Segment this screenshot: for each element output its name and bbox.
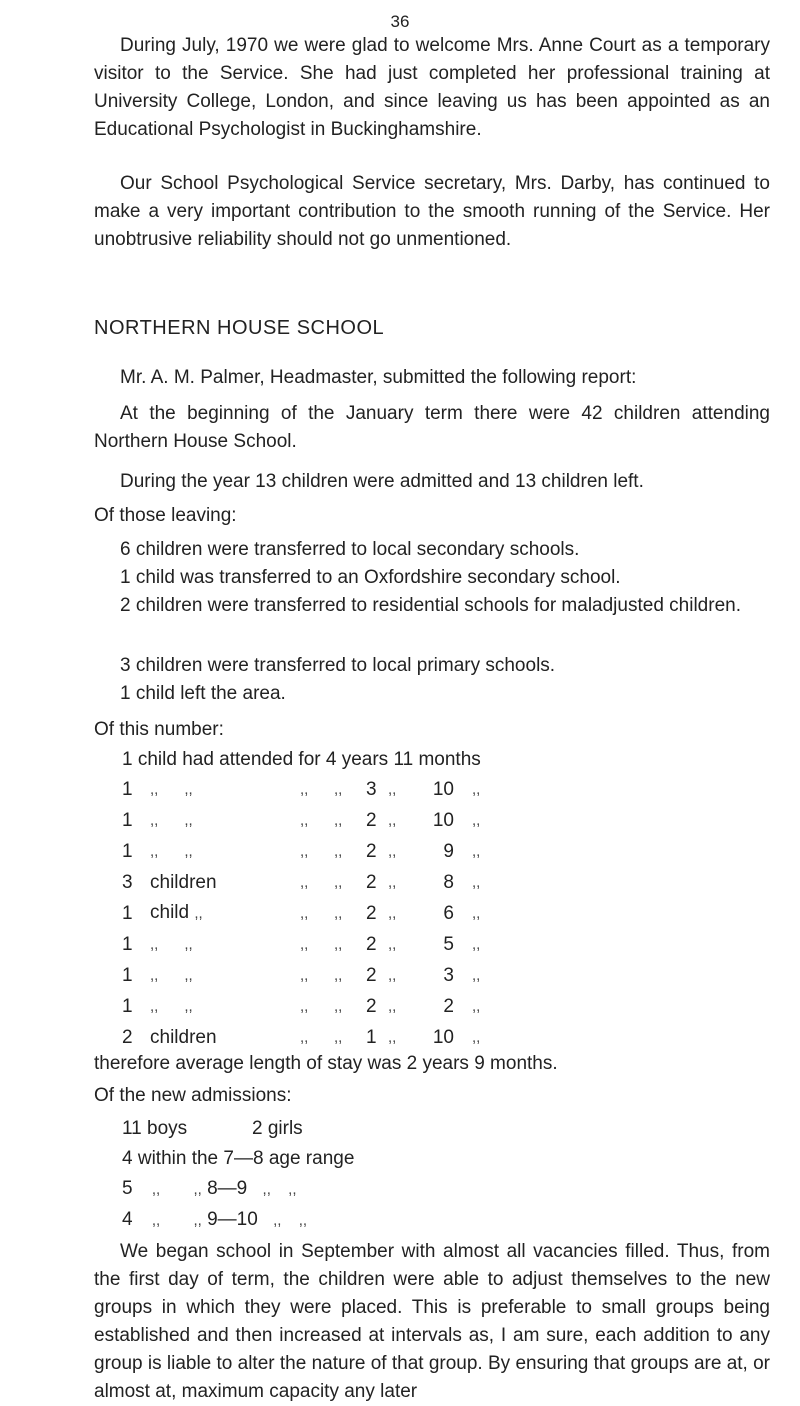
ditto-mark: ,,: [151, 1212, 161, 1229]
stay-months: 10: [432, 1026, 454, 1048]
age-count: 5: [122, 1178, 133, 1199]
leaving-item: 1 child left the area.: [120, 683, 286, 704]
ditto-mark: ,,: [388, 874, 397, 891]
stay-label-cell: [144, 805, 300, 836]
leaving-intro: Of those leaving:: [94, 505, 237, 526]
age-range: 8—9: [207, 1178, 248, 1199]
ditto-mark: ,,: [388, 905, 397, 922]
stay-label-cell: [144, 960, 300, 991]
ditto-mark: ,,: [334, 812, 343, 829]
ditto-mark: ,,: [288, 1181, 297, 1198]
stay-count: 2: [122, 1026, 133, 1048]
stay-months: 5: [443, 933, 454, 955]
stay-years: 2: [366, 933, 377, 955]
section-heading: NORTHERN HOUSE SCHOOL: [94, 317, 385, 339]
stay-count: 3: [122, 871, 133, 893]
ditto-mark: ,,: [388, 812, 397, 829]
ditto-mark: ,,: [300, 874, 309, 891]
ditto-mark: ,,: [472, 936, 481, 953]
stay-label-cell: [144, 867, 300, 898]
ditto-mark: ,,: [184, 967, 193, 984]
ditto-mark: ,,: [184, 998, 193, 1015]
admissions-girls: 2 girls: [252, 1118, 303, 1139]
paragraph-headmaster: Mr. A. M. Palmer, Headmaster, submitted the following report:: [120, 367, 637, 388]
stay-months: 2: [443, 995, 454, 1017]
ditto-mark: ,,: [334, 936, 343, 953]
ditto-mark: ,,: [388, 998, 397, 1015]
admissions-gender-row: [122, 1114, 354, 1144]
ditto-mark: ,,: [194, 905, 203, 922]
ditto-mark: ,,: [150, 843, 159, 860]
stay-row: [122, 805, 512, 836]
average-stay: therefore average length of stay was 2 years 9 months.: [94, 1053, 558, 1074]
ditto-mark: ,,: [150, 936, 159, 953]
ditto-mark: ,,: [184, 781, 193, 798]
stay-count: 1: [122, 964, 133, 986]
ditto-mark: ,,: [472, 843, 481, 860]
stay-row: [122, 991, 512, 1022]
ditto-mark: ,,: [150, 967, 159, 984]
ditto-mark: ,,: [334, 781, 343, 798]
ditto-mark: ,,: [184, 843, 193, 860]
stay-months: 6: [443, 902, 454, 924]
stay-years: 2: [366, 902, 377, 924]
ditto-mark: ,,: [300, 843, 309, 860]
stay-first-row: 1 child had attended for 4 years 11 months: [122, 749, 481, 770]
paragraph-january-term: At the beginning of the January term there were 42 children attending Northern House School.: [94, 403, 770, 452]
admissions-intro: Of the new admissions:: [94, 1085, 292, 1106]
ditto-mark: ,,: [472, 1029, 481, 1046]
ditto-mark: ,,: [472, 812, 481, 829]
stay-label-cell: [144, 774, 300, 805]
stay-label: children: [150, 1026, 217, 1048]
admissions-boys: 11 boys: [122, 1118, 188, 1139]
stay-years: 2: [366, 995, 377, 1017]
ditto-mark: ,,: [151, 1181, 161, 1198]
ditto-mark: ,,: [472, 998, 481, 1015]
stay-label-cell: [144, 991, 300, 1022]
ditto-mark: ,,: [334, 998, 343, 1015]
ditto-mark: ,,: [388, 1029, 397, 1046]
stay-row: [122, 1022, 512, 1053]
stay-count: 1: [122, 840, 133, 862]
stay-label-cell: [144, 836, 300, 867]
ditto-mark: ,,: [300, 1029, 309, 1046]
ditto-mark: ,,: [193, 1212, 202, 1229]
stay-row: [122, 898, 512, 929]
paragraph-secretary: Our School Psychological Service secretary, Mrs. Darby, has continued to make a very important contribution to the smooth running of the Service. Her unobtrusive reliability should not go unmentioned.: [94, 173, 770, 250]
ditto-mark: ,,: [300, 998, 309, 1015]
stay-years: 1: [366, 1026, 377, 1048]
ditto-mark: ,,: [300, 967, 309, 984]
ditto-mark: ,,: [184, 936, 193, 953]
ditto-mark: ,,: [334, 905, 343, 922]
ditto-mark: ,,: [472, 781, 481, 798]
stay-row: [122, 774, 512, 805]
stay-label: child: [150, 902, 190, 923]
stay-count: 1: [122, 778, 133, 800]
stay-table: [122, 774, 512, 1053]
stay-table-body: [122, 774, 512, 1053]
age-range-text: within the 7—8 age range: [137, 1148, 355, 1169]
stay-row: [122, 929, 512, 960]
admissions-age-row: [122, 1205, 354, 1236]
stay-label-cell: [144, 898, 300, 929]
paragraph-anne-court: During July, 1970 we were glad to welcome Mrs. Anne Court as a temporary visitor to the Service. She had just completed her professional training at University College, London, and since leaving us has been appointed as an Educational Psychologist in Buckinghamshire.: [94, 35, 770, 140]
paragraph-admitted-left: During the year 13 children were admitted and 13 children left.: [120, 471, 644, 492]
leaving-item: 3 children were transferred to local primary schools.: [120, 655, 556, 676]
ditto-mark: ,,: [388, 781, 397, 798]
ditto-mark: ,,: [184, 812, 193, 829]
stay-years: 2: [366, 871, 377, 893]
ditto-mark: ,,: [334, 967, 343, 984]
ditto-mark: ,,: [150, 781, 159, 798]
age-count: 4: [122, 1148, 133, 1169]
ditto-mark: ,,: [300, 781, 309, 798]
stay-months: 10: [432, 809, 454, 831]
stay-count: 1: [122, 933, 133, 955]
ditto-mark: ,,: [472, 874, 481, 891]
stay-years: 2: [366, 809, 377, 831]
ditto-mark: ,,: [472, 967, 481, 984]
ditto-mark: ,,: [150, 998, 159, 1015]
stay-label-cell: [144, 929, 300, 960]
stay-years: 3: [366, 778, 377, 800]
ditto-mark: ,,: [388, 936, 397, 953]
stay-count: 1: [122, 809, 133, 831]
stay-months: 10: [432, 778, 454, 800]
paragraph-september: We began school in September with almost all vacancies filled. Thus, from the first day of term, the children were able to adjust themselves to the new groups in which they were placed. This is preferable to small groups being established and then increased at intervals as, I am sure, each addition to any group is liable to alter the nature of that group. By ensuring that groups are at, or almost at, maximum capacity any later: [94, 1241, 770, 1402]
number-intro: Of this number:: [94, 719, 224, 740]
ditto-mark: ,,: [388, 967, 397, 984]
admissions-age-row: [122, 1144, 354, 1174]
ditto-mark: ,,: [273, 1212, 282, 1229]
ditto-mark: ,,: [300, 936, 309, 953]
stay-years: 2: [366, 964, 377, 986]
stay-months: 3: [443, 964, 454, 986]
stay-row: [122, 836, 512, 867]
ditto-mark: ,,: [300, 812, 309, 829]
stay-row: [122, 867, 512, 898]
ditto-mark: ,,: [298, 1212, 308, 1229]
stay-label: children: [150, 871, 217, 893]
stay-label-cell: [144, 1022, 300, 1053]
ditto-mark: ,,: [300, 905, 309, 922]
stay-months: 9: [443, 840, 454, 862]
admissions-table: [122, 1114, 354, 1236]
leaving-item: 6 children were transferred to local secondary schools.: [120, 539, 580, 560]
ditto-mark: ,,: [334, 1029, 343, 1046]
ditto-mark: ,,: [193, 1181, 202, 1198]
admissions-age-row: [122, 1174, 354, 1205]
leaving-item: 2 children were transferred to residential schools for maladjusted children.: [120, 595, 741, 616]
ditto-mark: ,,: [472, 905, 481, 922]
ditto-mark: ,,: [334, 874, 343, 891]
age-range: 9—10: [207, 1209, 258, 1230]
page-number: 36: [390, 12, 410, 31]
leaving-item: 1 child was transferred to an Oxfordshire secondary school.: [120, 567, 621, 588]
stay-count: 1: [122, 995, 133, 1017]
ditto-mark: ,,: [150, 812, 159, 829]
stay-months: 8: [443, 871, 454, 893]
stay-row: [122, 960, 512, 991]
ditto-mark: ,,: [262, 1181, 271, 1198]
age-count: 4: [122, 1209, 133, 1230]
ditto-mark: ,,: [334, 843, 343, 860]
stay-count: 1: [122, 902, 133, 924]
stay-years: 2: [366, 840, 377, 862]
ditto-mark: ,,: [388, 843, 397, 860]
